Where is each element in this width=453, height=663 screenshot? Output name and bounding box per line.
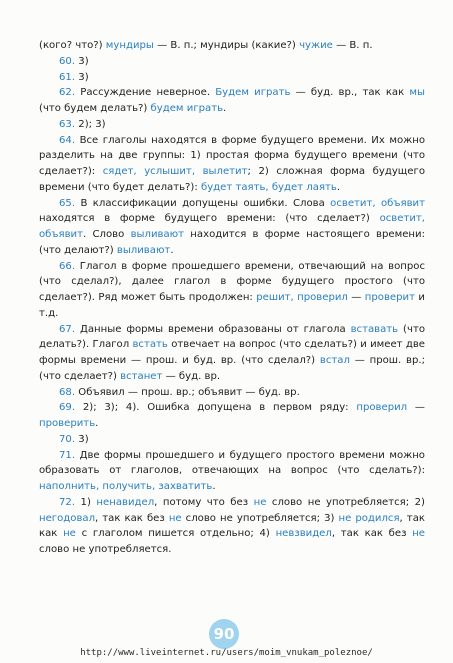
highlight: ненавидел — [96, 496, 155, 508]
highlight: проверить — [39, 418, 96, 429]
answer-67 — [39, 322, 425, 385]
text: и т.д. — [39, 292, 425, 319]
text: , потому что без — [154, 496, 254, 508]
answer-61 — [39, 70, 425, 86]
text: Две формы прошедшего и будущего простого времени можно образовать от глаголов, отвечающих на вопрос (что сделать?): — [39, 449, 425, 477]
source-url: http://www.liveinternet.ru/users/moim_vnukam_poleznoe/ — [80, 648, 373, 658]
text: 1) — [75, 496, 97, 508]
text: находится в форме настоящего времени: (что делают?) — [39, 229, 425, 256]
highlight: не — [412, 528, 425, 540]
highlight: не — [168, 512, 182, 524]
answer-71 — [39, 448, 425, 495]
answer-number: 66. — [59, 260, 76, 272]
highlight: выливают — [116, 244, 171, 256]
highlight: негодовал — [39, 512, 96, 524]
highlight: встать — [132, 339, 168, 351]
answer-number: 63. — [59, 118, 76, 130]
answer-number: 69. — [59, 402, 76, 414]
text: . — [95, 418, 99, 429]
answer-72 — [39, 495, 425, 558]
text: с глаголом пишется отдельно; 4) — [75, 528, 276, 540]
highlight: чужие — [299, 40, 333, 51]
text: слово не употребляется. — [39, 544, 172, 555]
highlight: невзвидел — [275, 528, 332, 540]
answer-65 — [39, 196, 425, 259]
text: отвечает на вопрос (что сделать?) и имеет две формы времени — прош. и буд. вр. (что сделал?) — [39, 339, 425, 366]
text: В классификации допущены ошибки. Слова — [75, 197, 331, 209]
answer-68 — [39, 385, 425, 401]
text: — — [407, 402, 425, 414]
highlight: будем играть — [150, 103, 224, 114]
text: . — [170, 244, 174, 256]
text: — буд. вр., так как — [290, 87, 410, 99]
answer-70 — [39, 432, 425, 448]
text: Глагол в форме прошедшего времени, отвечающий на вопрос (что сделал?), далее глагол в форме будущего простого (что сделает?). Ряд может быть продолжен: — [39, 260, 425, 303]
highlight: выливают — [130, 229, 185, 240]
answer-62 — [39, 85, 425, 117]
answer-number: 72. — [59, 496, 76, 508]
answer-66 — [39, 259, 425, 322]
highlight: вставать — [350, 323, 399, 335]
answer-number: 71. — [59, 449, 76, 461]
highlight: встанет — [120, 370, 163, 382]
answer-number: 62. — [59, 87, 76, 99]
answers-text — [39, 38, 425, 558]
highlight: мундиры — [105, 40, 154, 51]
highlight: сядет, услышит, вылетит — [102, 166, 248, 177]
text: — В. п.; мундиры (какие?) — [153, 40, 300, 51]
answer-64 — [39, 133, 425, 196]
answer-69 — [39, 400, 425, 432]
text: ; 2) сложная форма будущего времени (что будет делать?): — [39, 166, 426, 193]
text: . — [212, 481, 216, 492]
text: — — [347, 292, 365, 303]
text: — В. п. — [332, 40, 373, 51]
text: находятся в форме будущего времени: (что сделает?) — [39, 213, 380, 225]
highlight: встал — [319, 355, 350, 366]
text: 3) — [75, 433, 89, 445]
answer-number: 67. — [59, 323, 76, 335]
text: (кого? что?) — [39, 40, 106, 51]
text: . — [223, 103, 227, 114]
highlight: проверил — [356, 402, 408, 414]
highlight: осветит, объявит — [330, 197, 425, 209]
text: 3) — [75, 71, 89, 83]
highlight: наполнить, получить, захватить — [39, 481, 213, 492]
text: Данные формы времени образованы от глагола — [75, 323, 351, 335]
text: 2); 3) — [75, 118, 106, 130]
answer-number: 60. — [59, 55, 76, 67]
text: слово не употребляется; 2) — [266, 496, 425, 508]
text: Все глаголы находятся в форме будущего времени. Их можно разделить на две группы: 1) простая форма будущего времени (что сделает?): — [39, 134, 425, 177]
text: — буд. вр. — [162, 370, 221, 382]
page-number-badge: 90 — [209, 619, 239, 649]
text: (что делать?). Глагол — [39, 323, 425, 351]
text: . — [336, 181, 341, 193]
answer-60 — [39, 54, 425, 70]
text: , так как — [39, 512, 425, 540]
text: , так как без — [331, 528, 413, 540]
answer-continuation — [39, 38, 425, 54]
text: Рассуждение неверное. — [75, 87, 216, 99]
highlight: осветит, объявит — [39, 213, 425, 240]
text: слово не употребляется; 3) — [181, 512, 339, 524]
text: — прош. вр.; (что сделает?) — [39, 355, 425, 382]
highlight: будет таять, будет лаять — [200, 181, 337, 193]
highlight: Будем играть — [215, 87, 291, 99]
answer-63 — [39, 117, 425, 133]
text: 3) — [75, 55, 89, 67]
text: 2); 3); 4). Ошибка допущена в первом ряду: — [75, 402, 357, 414]
answer-number: 64. — [59, 134, 76, 146]
answer-number: 70. — [59, 433, 76, 445]
highlight: мы — [409, 87, 425, 99]
text: , так как без — [95, 512, 169, 524]
text: . Слово — [83, 229, 131, 240]
text: Объявил — прош. вр.; объявит — буд. вр. — [75, 386, 300, 398]
highlight: решит, проверил — [256, 292, 348, 303]
answer-number: 65. — [59, 197, 76, 209]
highlight: проверит — [364, 292, 415, 303]
highlight: не родился — [338, 512, 400, 524]
answer-number: 61. — [59, 71, 76, 83]
highlight: не — [63, 528, 76, 540]
answer-number: 68. — [59, 386, 76, 398]
text: (что будем делать?) — [39, 103, 151, 114]
highlight: не — [253, 496, 267, 508]
